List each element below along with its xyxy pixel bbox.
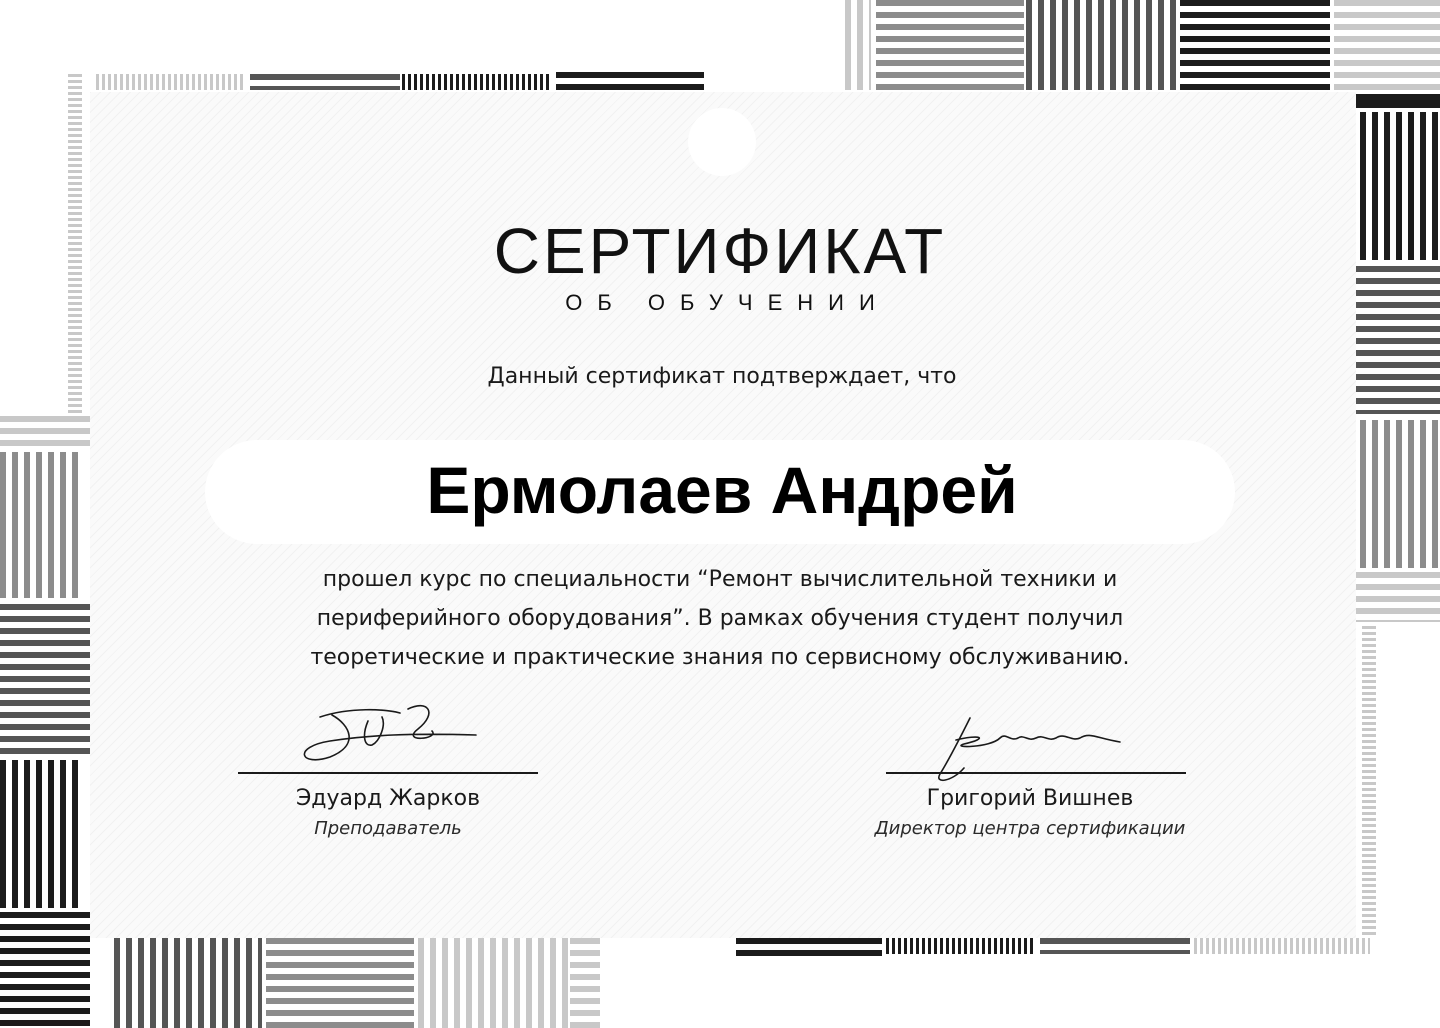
stripe-pattern [0,416,90,448]
stripe-pattern [96,74,246,90]
certificate-subtitle: ОБ ОБУЧЕНИИ [565,290,890,315]
signatory-role-left: Преподаватель [314,818,462,839]
stripe-pattern [0,760,84,908]
stripe-pattern [266,938,414,1028]
stripe-pattern [0,604,90,754]
top-notch [688,108,756,176]
stripe-pattern [402,74,552,90]
recipient-name: Ермолаев Андрей [426,453,1018,527]
signature-line-left [238,772,538,774]
signature-left [290,695,490,775]
stripe-pattern [1040,938,1190,954]
description-line: прошел курс по специальности “Ремонт вычислительной техники и [322,567,1118,592]
description-line: теоретические и практические знания по сервисному обслуживанию. [310,645,1130,670]
course-description [220,560,1220,677]
stripe-pattern [1180,0,1330,90]
stripe-pattern [114,938,262,1028]
signatory-role-right: Директор центра сертификации [874,818,1186,839]
stripe-pattern [418,938,568,1028]
stripe-pattern [1334,0,1440,90]
signatory-name-left: Эдуард Жарков [295,786,481,811]
stripe-pattern [886,938,1036,954]
intro-text: Данный сертификат подтверждает, что [487,364,957,389]
stripe-pattern [1362,626,1376,936]
stripe-pattern [1026,0,1176,90]
certificate-title: СЕРТИФИКАТ [493,215,947,287]
stripe-pattern [1356,94,1440,108]
signatory-name-right: Григорий Вишнев [926,786,1134,811]
stripe-pattern [250,74,400,90]
stripe-pattern [1194,938,1370,954]
signature-line-right [886,772,1186,774]
stripe-pattern [845,0,871,90]
stripe-pattern [736,938,882,956]
stripe-pattern [876,0,1024,90]
description-line: периферийного оборудования”. В рамках обучения студент получил [316,606,1124,631]
stripe-pattern [556,72,704,90]
stripe-pattern [1356,572,1440,622]
signature-right [920,708,1130,788]
stripe-pattern [1356,266,1440,414]
stripe-pattern [0,912,90,1028]
stripe-pattern [570,938,600,1028]
